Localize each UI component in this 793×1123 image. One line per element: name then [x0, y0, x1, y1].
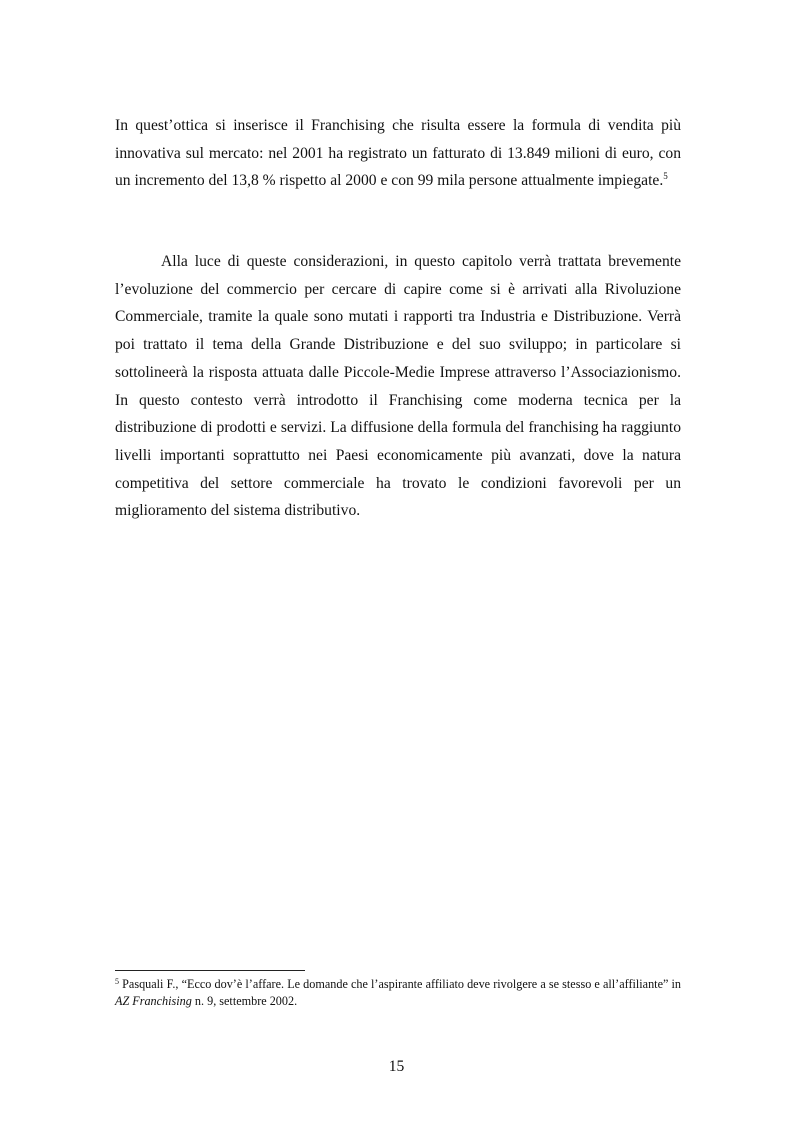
page-number: 15	[388, 1058, 405, 1075]
footnote	[115, 976, 681, 1009]
footnote-reference[interactable]: 5	[663, 171, 668, 182]
footnote-text: Pasquali F., “Ecco dov’è l’affare. Le domande che l’aspirante affiliato deve rivolgere a se stesso e all’affiliante” in	[122, 977, 682, 991]
paragraph-text: Alla luce di queste considerazioni, in questo capitolo verrà trattata brevemente l’evoluzione del commercio per cercare di capire come si è arrivati alla Rivoluzione Commerciale, tramite la quale sono mutati i rapporti tra Industria e Distribuzione. Verrà poi trattato il tema della Grande Distribuzione e del suo sviluppo; in particolare si sottolineerà la risposta attuata dalle Piccole-Medie Imprese attraverso l’Associazionismo. In questo contesto verrà introdotto il Franchising come moderna tecnica per la distribuzione di prodotti e servizi. La diffusione della formula del franchising ha raggiunto livelli importanti soprattutto nei Paesi economicamente più avanzati, dove la natura competitiva del settore commerciale ha trovato le condizioni favorevoli per un miglioramento del sistema distributivo.	[115, 253, 681, 520]
body-paragraph	[115, 112, 681, 195]
footnote-number: 5	[115, 977, 119, 986]
paragraph-text: In quest’ottica si inserisce il Franchising che risulta essere la formula di vendita più innovativa sul mercato: nel 2001 ha registrato un fatturato di 13.849 milioni di euro, con un incremento del 13,8 % rispetto al 2000 e con 99 mila persone attualmente impiegate.	[115, 117, 681, 190]
footnote-text-end: n. 9, settembre 2002.	[194, 993, 298, 1008]
footnote-publication-title: AZ Franchising	[115, 993, 192, 1008]
body-paragraph	[115, 248, 681, 525]
footnote-divider	[115, 970, 305, 971]
